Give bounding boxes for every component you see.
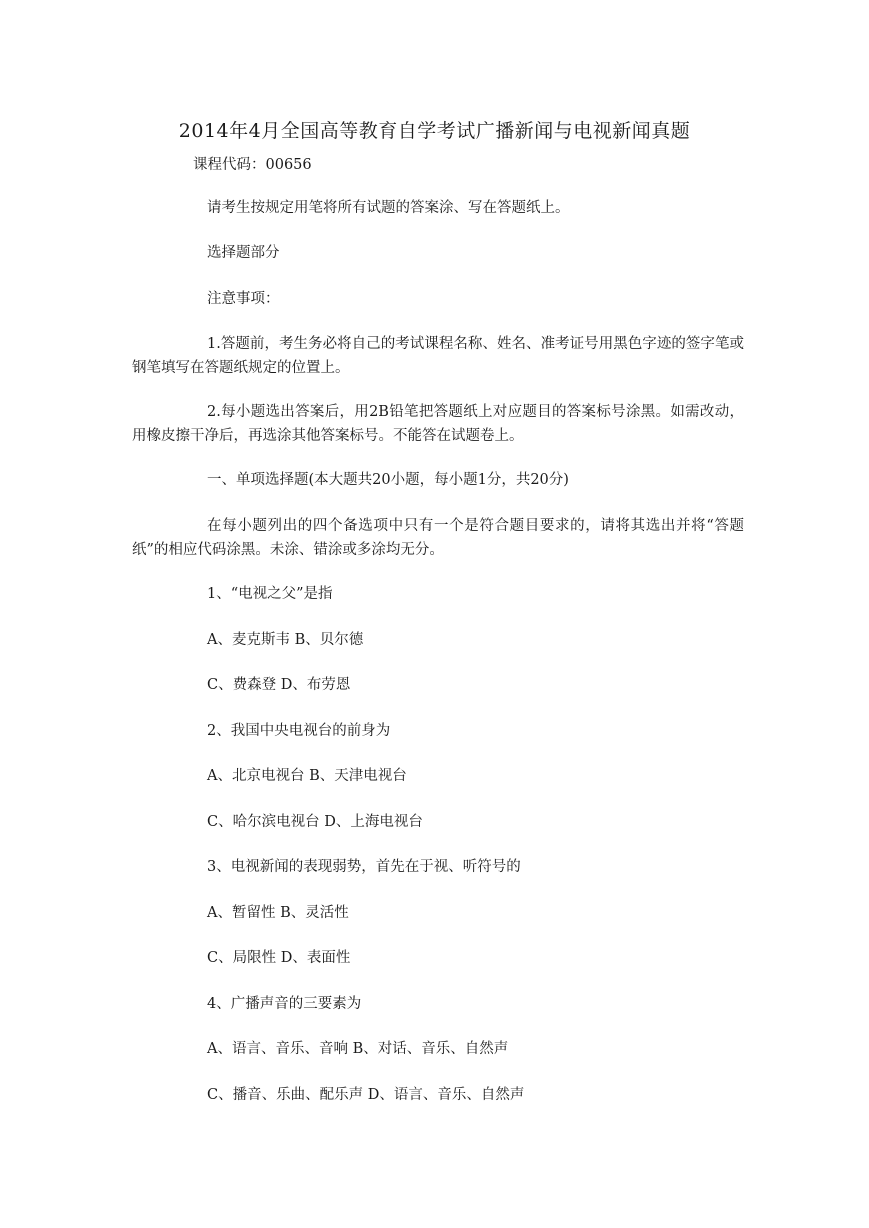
- note-item-2: 2.每小题选出答案后，用2B铅笔把答题纸上对应题目的答案标号涂黑。如需改动，用橡皮擦干净后，再选涂其他答案标号。不能答在试题卷上。: [132, 404, 744, 444]
- question-stem: 3、电视新闻的表现弱势，首先在于视、听符号的: [207, 859, 521, 875]
- question-options-ab: A、北京电视台 B、天津电视台: [207, 768, 407, 784]
- question-options-cd: C、哈尔滨电视台 D、上海电视台: [207, 814, 423, 830]
- part-one-heading: 一、单项选择题(本大题共20小题，每小题1分，共20分): [207, 472, 569, 488]
- course-code: 课程代码：00656: [193, 157, 312, 173]
- question-options-cd: C、费森登 D、布劳恩: [207, 677, 351, 693]
- part-one-description: 在每小题列出的四个备选项中只有一个是符合题目要求的，请将其选出并将“答题纸”的相应代码涂黑。未涂、错涂或多涂均无分。: [132, 518, 744, 558]
- instruction-text: 请考生按规定用笔将所有试题的答案涂、写在答题纸上。: [207, 200, 570, 216]
- question-options-cd: C、播音、乐曲、配乐声 D、语言、音乐、自然声: [207, 1087, 525, 1103]
- note-item-1: 1.答题前，考生务必将自己的考试课程名称、姓名、准考证号用黑色字迹的签字笔或钢笔填写在答题纸规定的位置上。: [132, 336, 744, 376]
- question-stem: 1、“电视之父”是指: [207, 586, 333, 602]
- question-stem: 2、我国中央电视台的前身为: [207, 723, 391, 739]
- section-heading: 选择题部分: [207, 245, 280, 261]
- question-options-ab: A、暂留性 B、灵活性: [207, 905, 349, 921]
- question-options-cd: C、局限性 D、表面性: [207, 950, 351, 966]
- notes-heading: 注意事项：: [207, 291, 280, 307]
- question-options-ab: A、语言、音乐、音响 B、对话、音乐、自然声: [207, 1041, 509, 1057]
- question-stem: 4、广播声音的三要素为: [207, 996, 362, 1012]
- document-title: 2014年4月全国高等教育自学考试广播新闻与电视新闻真题: [178, 120, 691, 142]
- question-options-ab: A、麦克斯韦 B、贝尔德: [207, 632, 364, 648]
